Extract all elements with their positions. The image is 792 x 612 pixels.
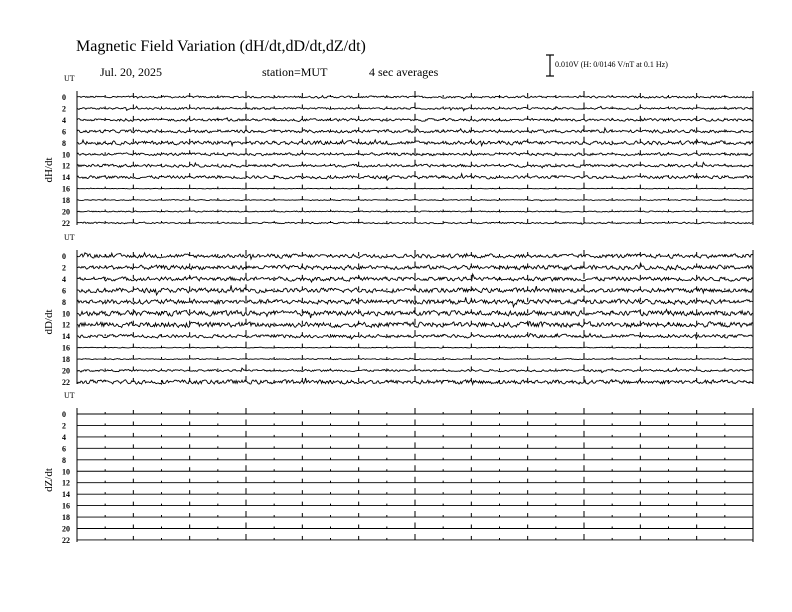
row-hour-label: 14 <box>62 173 70 183</box>
time-axis-label: UT <box>64 233 75 242</box>
row-hour-label: 8 <box>62 138 66 148</box>
row-hour-label: 16 <box>62 501 70 511</box>
row-hour-label: 12 <box>62 161 70 171</box>
row-hour-label: 6 <box>62 286 66 296</box>
scale-bar-label: 0.010V (H: 0/0146 V/nT at 0.1 Hz) <box>555 60 668 69</box>
time-axis-label: UT <box>64 391 75 400</box>
row-hour-label: 0 <box>62 410 66 419</box>
row-hour-label: 4 <box>62 274 66 284</box>
date-label: Jul. 20, 2025 <box>100 65 163 79</box>
row-hour-label: 10 <box>62 309 70 319</box>
chart-title: Magnetic Field Variation (dH/dt,dD/dt,dZ/dt) <box>76 38 366 55</box>
row-hour-label: 20 <box>62 366 70 376</box>
y-axis-label: dD/dt <box>43 309 55 335</box>
row-hour-label: 22 <box>62 535 70 545</box>
station-label: station=MUT <box>262 65 328 79</box>
row-hour-label: 16 <box>62 184 70 194</box>
row-hour-label: 12 <box>62 478 70 488</box>
row-hour-label: 2 <box>62 104 66 114</box>
row-hour-label: 18 <box>62 196 70 206</box>
row-hour-label: 0 <box>62 93 66 102</box>
time-axis-label: UT <box>64 74 75 83</box>
row-hour-label: 18 <box>62 513 70 523</box>
row-hour-label: 2 <box>62 263 66 273</box>
row-hour-label: 10 <box>62 150 70 160</box>
row-hour-label: 8 <box>62 455 66 465</box>
row-hour-label: 22 <box>62 218 70 228</box>
row-hour-label: 2 <box>62 421 66 431</box>
row-hour-label: 18 <box>62 355 70 365</box>
row-hour-label: 4 <box>62 115 66 125</box>
row-hour-label: 22 <box>62 377 70 387</box>
row-hour-label: 4 <box>62 432 66 442</box>
averaging-label: 4 sec averages <box>369 65 439 79</box>
row-hour-label: 0 <box>62 252 66 261</box>
row-hour-label: 14 <box>62 332 70 342</box>
row-hour-label: 6 <box>62 127 66 137</box>
row-hour-label: 12 <box>62 320 70 330</box>
row-hour-label: 14 <box>62 490 70 500</box>
row-hour-label: 20 <box>62 524 70 534</box>
row-hour-label: 8 <box>62 297 66 307</box>
row-hour-label: 6 <box>62 444 66 454</box>
row-hour-label: 16 <box>62 343 70 353</box>
y-axis-label: dH/dt <box>43 157 55 183</box>
y-axis-label: dZ/dt <box>43 468 55 492</box>
row-hour-label: 20 <box>62 207 70 217</box>
row-hour-label: 10 <box>62 467 70 477</box>
